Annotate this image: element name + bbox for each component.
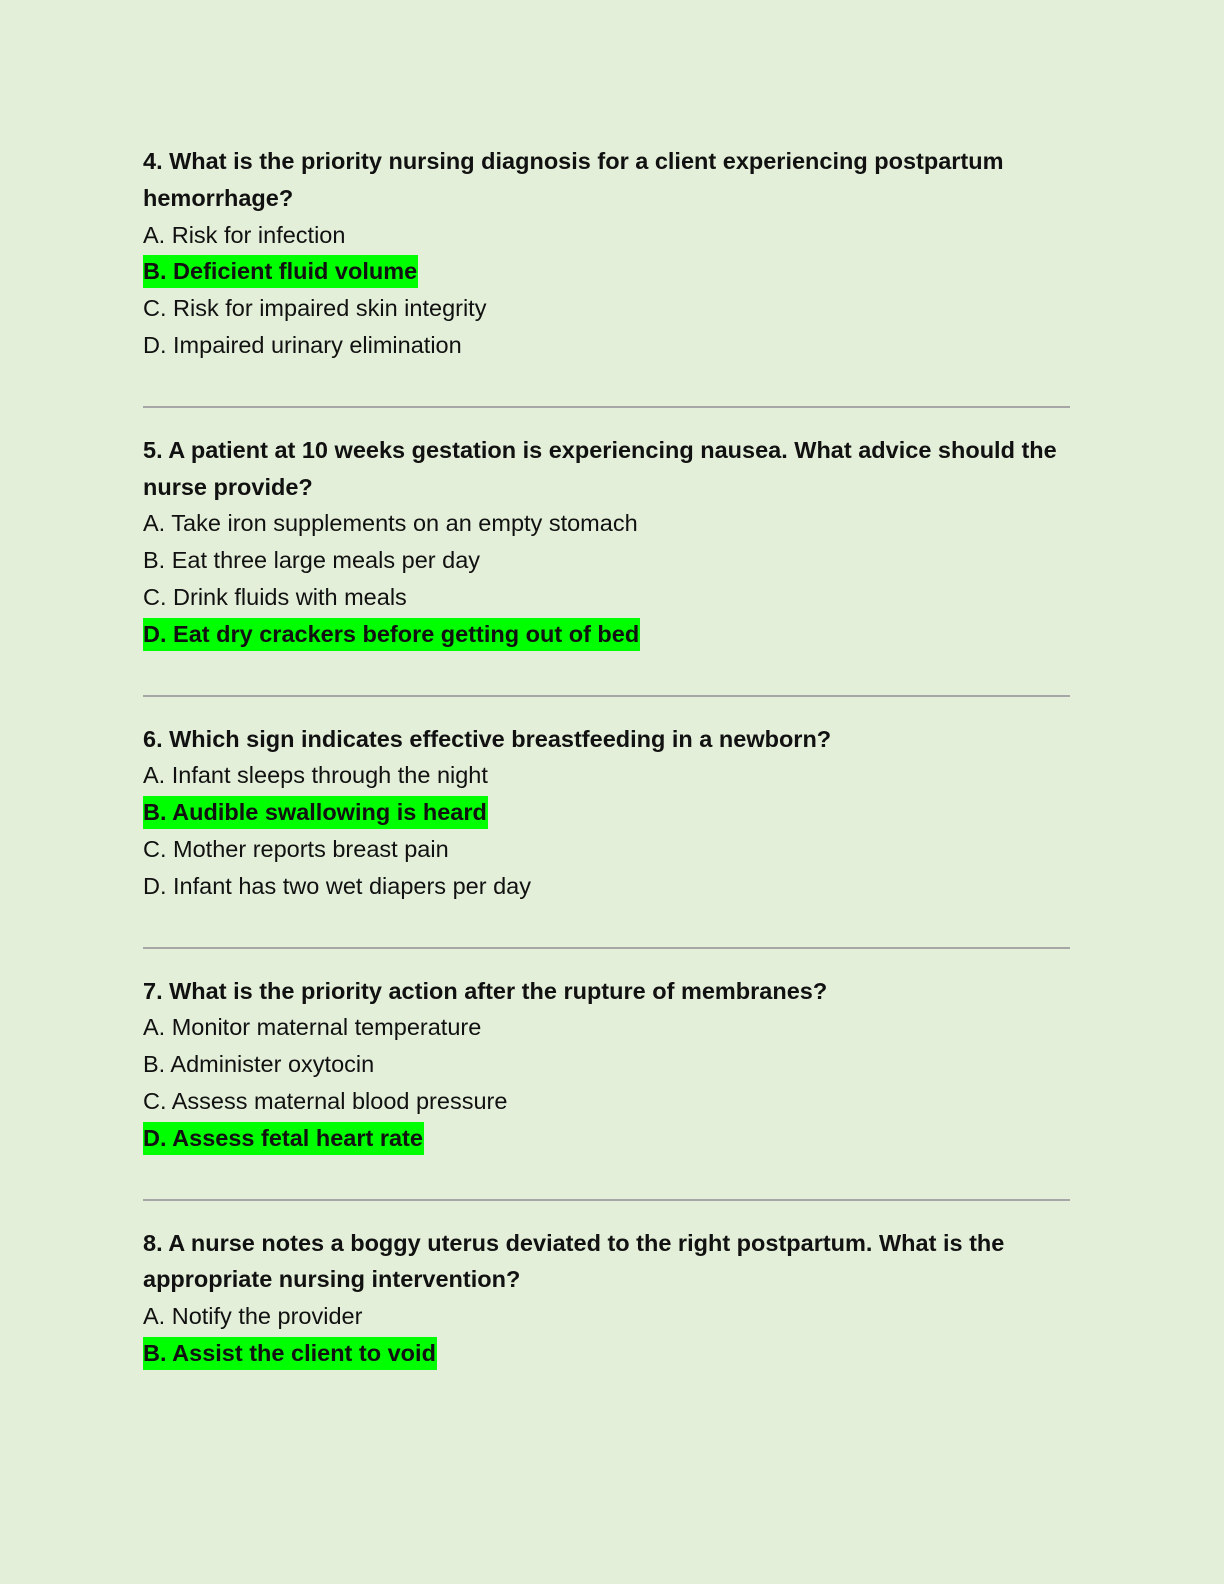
answer-option-a: A. Infant sleeps through the night (143, 762, 488, 789)
question-7 (143, 973, 1080, 1157)
answer-option-a: A. Notify the provider (143, 1303, 363, 1330)
question-divider (143, 695, 1070, 697)
question-6 (143, 721, 1080, 905)
answer-option-d: D. Infant has two wet diapers per day (143, 872, 531, 899)
answer-option-b-correct: B. Deficient fluid volume (143, 253, 1080, 290)
answer-option-b: B. Eat three large meals per day (143, 547, 481, 574)
question-divider (143, 1199, 1070, 1201)
question-divider (143, 947, 1070, 949)
question-8 (143, 1225, 1080, 1372)
document-page (143, 143, 1080, 1372)
question-text: 7. What is the priority action after the rupture of membranes? (143, 977, 828, 1004)
question-4 (143, 143, 1080, 364)
answer-option-a: A. Monitor maternal temperature (143, 1014, 482, 1041)
answer-option-c: C. Drink fluids with meals (143, 583, 407, 610)
answer-option-c: C. Assess maternal blood pressure (143, 1087, 508, 1114)
answer-option-d-correct: D. Assess fetal heart rate (143, 1120, 1080, 1157)
answer-option-c: C. Risk for impaired skin integrity (143, 295, 487, 322)
answer-option-c: C. Mother reports breast pain (143, 835, 449, 862)
answer-option-d: D. Impaired urinary elimination (143, 331, 462, 358)
question-5 (143, 432, 1080, 653)
answer-option-a: A. Risk for infection (143, 221, 346, 248)
question-text: 8. A nurse notes a boggy uterus deviated to the right postpartum. What is the appropriate nursing intervention? (143, 1229, 1005, 1293)
answer-option-b: B. Administer oxytocin (143, 1051, 375, 1078)
question-text: 6. Which sign indicates effective breastfeeding in a newborn? (143, 725, 832, 752)
answer-option-a: A. Take iron supplements on an empty stomach (143, 510, 638, 537)
answer-option-b-correct: B. Assist the client to void (143, 1335, 1080, 1372)
question-text: 5. A patient at 10 weeks gestation is experiencing nausea. What advice should the nurse provide? (143, 436, 1057, 500)
answer-option-d-correct: D. Eat dry crackers before getting out of bed (143, 616, 1080, 653)
question-divider (143, 406, 1070, 408)
answer-option-b-correct: B. Audible swallowing is heard (143, 794, 1080, 831)
question-text: 4. What is the priority nursing diagnosis for a client experiencing postpartum hemorrhage? (143, 148, 1004, 211)
